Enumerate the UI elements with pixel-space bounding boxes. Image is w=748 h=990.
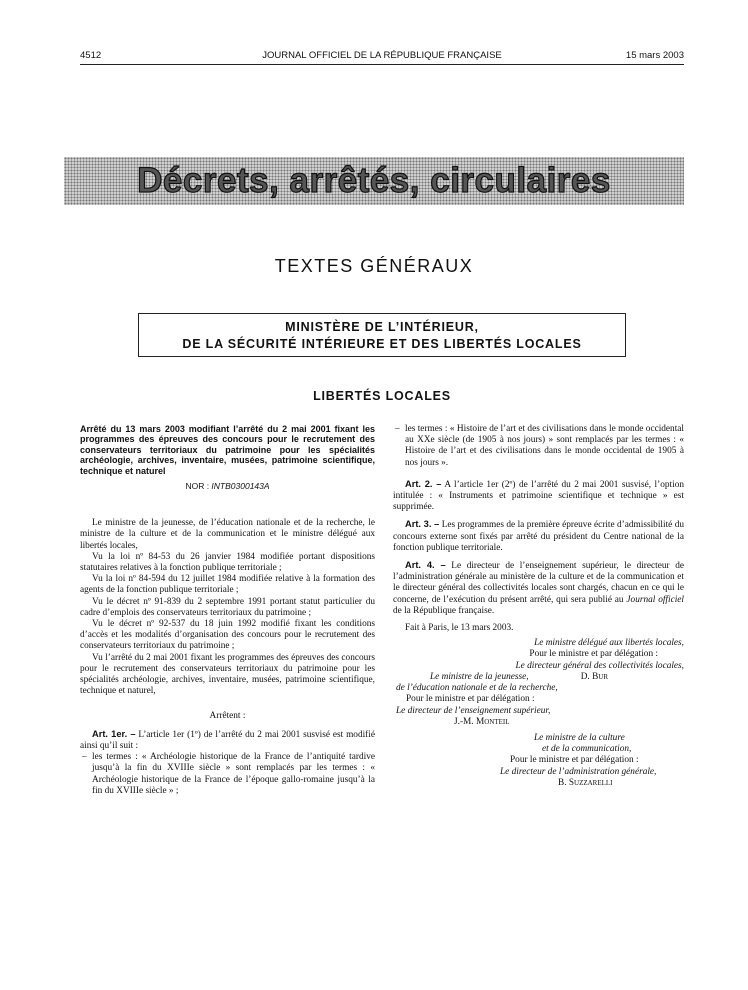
article-3-label: Art. 3. – xyxy=(405,519,440,530)
sig3-title: Le directeur de l’administration générale, xyxy=(500,766,657,777)
decree-title: Arrêté du 13 mars 2003 modifiant l’arrêté du 2 mai 2001 fixant les programmes des épreuves des concours pour le recrutement des conservateurs territoriaux du patrimoine pour les spécialités archéologie, archives, inventaire, musées, patrimoine scientifique, technique et naturel xyxy=(80,424,375,476)
left-column xyxy=(80,424,375,797)
article-2-text: A l’article 1er (2º) de l’arrêté du 2 mai 2001 susvisé, l’option intitulée : « Instruments et patrimoine scientifique et technique » est supprimée. xyxy=(393,479,684,513)
sig2-name: J.-M. Monteil xyxy=(454,716,510,727)
signature-block-2 xyxy=(390,672,640,728)
article-1-text: L’article 1er (1º) de l’arrêté du 2 mai 2001 susvisé est modifié ainsi qu’il suit : xyxy=(80,729,375,751)
vu-paragraph: Vu le décret nº 92-537 du 18 juin 1992 modifié fixant les conditions d’accès et les modalités d’organisation des concours pour le recrutement des conservateurs territoriaux du patrimoine ; xyxy=(80,619,375,652)
journal-title: JOURNAL OFFICIEL DE LA RÉPUBLIQUE FRANÇAISE xyxy=(262,50,502,61)
sig3-name: B. Suzzarelli xyxy=(558,777,613,788)
section-heading: TEXTES GÉNÉRAUX xyxy=(274,256,474,276)
section-banner xyxy=(64,157,684,205)
article-1-item: – les termes : « Histoire de l’art et des civilisations dans le monde occidental au XXe siècle (de 1905 à nos jours) » sont remplacés par les termes : « Histoire de l’art et des civilisations dans le monde occidental de 1905 à nos jours ». xyxy=(395,424,684,468)
sig1-role: Le ministre délégué aux libertés locales, xyxy=(534,638,684,649)
page-number: 4512 xyxy=(80,50,102,61)
journal-officiel: Journal officiel xyxy=(626,594,685,605)
sig3-role-2: et de la communication, xyxy=(542,744,632,755)
vu-paragraph: Vu le décret nº 91-839 du 2 septembre 1991 portant statut particulier du cadre d’emplois des conservateurs territoriaux du patrimoine ; xyxy=(80,596,375,618)
article-1 xyxy=(80,729,375,752)
article-1-item: – les termes : « Archéologie historique de la France de l’antiquité tardive jusqu’à la fin du XVIIIe siècle » sont remplacés par les termes : « Archéologie historique de la France de l’époque gallo-romaine jusqu’à la fin du XVIIIe siècle » ; xyxy=(82,752,375,796)
sig1-pour: Pour le ministre et par délégation : xyxy=(529,649,658,660)
done-at: Fait à Paris, le 13 mars 2003. xyxy=(405,623,514,634)
article-2 xyxy=(393,479,684,514)
article-2-label: Art. 2. – xyxy=(405,478,442,489)
vu-paragraph: Vu l’arrêté du 2 mai 2001 fixant les programmes des épreuves des concours pour le recrutement des conservateurs territoriaux du patrimoine pour les spécialités archéologie, archives, inventaire, musées, patrimoine scientifique, technique et naturel, xyxy=(80,652,375,697)
subsection-heading: LIBERTÉS LOCALES xyxy=(313,389,451,403)
sig3-pour: Pour le ministre et par délégation : xyxy=(510,755,639,766)
sig2-role-1: Le ministre de la jeunesse, xyxy=(430,672,529,682)
ministry-box xyxy=(138,313,626,357)
article-3-text: Les programmes de la première épreuve écrite d’admissibilité du concours externe sont fixés par arrêté du président du Centre national de la fonction publique territoriale. xyxy=(393,520,684,553)
sig1-title: Le directeur général des collectivités locales, xyxy=(515,660,684,671)
sig3-role-1: Le ministre de la culture xyxy=(534,733,625,743)
header-rule xyxy=(80,64,684,65)
right-column xyxy=(393,424,684,683)
vu-paragraph: Vu la loi nº 84-53 du 26 janvier 1984 modifiée portant dispositions statutaires relatives à la fonction publique territoriale ; xyxy=(80,551,375,574)
vu-paragraph: Vu la loi nº 84-594 du 12 juillet 1984 modifiée relative à la formation des agents de la fonction publique territoriale ; xyxy=(80,574,375,596)
decree-intro: Le ministre de la jeunesse, de l’éducation nationale et de la recherche, le ministre de la culture et de la communication et le ministre délégué aux libertés locales, xyxy=(80,518,375,551)
ministry-line-2: DE LA SÉCURITÉ INTÉRIEURE ET DES LIBERTÉS LOCALES xyxy=(182,337,582,351)
issue-date: 15 mars 2003 xyxy=(625,50,684,61)
nor-code: INTB0300143A xyxy=(211,481,270,492)
nor-reference xyxy=(80,481,375,492)
ministry-line-1: MINISTÈRE DE L’INTÉRIEUR, xyxy=(285,320,479,334)
signature-block-3 xyxy=(500,733,730,789)
sig2-pour: Pour le ministre et par délégation : xyxy=(406,694,535,705)
sig1-name: D. Bur xyxy=(580,671,608,682)
banner-title: Décrets, arrêtés, circulaires xyxy=(137,161,611,200)
article-4: Art. 4. – Le directeur de l’enseignement supérieur, le directeur de l’administration générale au ministère de la culture et de la communication et le directeur général des collectivités locales sont chargés, chacun en ce qui le concerne, de l’exécution du présent arrêté, qui sera publié au Journal officiel de la République française. xyxy=(393,560,685,616)
article-1-label: Art. 1er. – xyxy=(92,728,136,739)
article-3 xyxy=(393,519,684,554)
nor-label: NOR : xyxy=(185,481,212,492)
sig2-title: Le directeur de l’enseignement supérieur, xyxy=(396,705,551,716)
arretent: Arrêtent : xyxy=(209,711,246,722)
sig2-role-2: de l’éducation nationale et de la recherche, xyxy=(396,683,558,694)
article-4-label: Art. 4. – xyxy=(405,560,446,571)
